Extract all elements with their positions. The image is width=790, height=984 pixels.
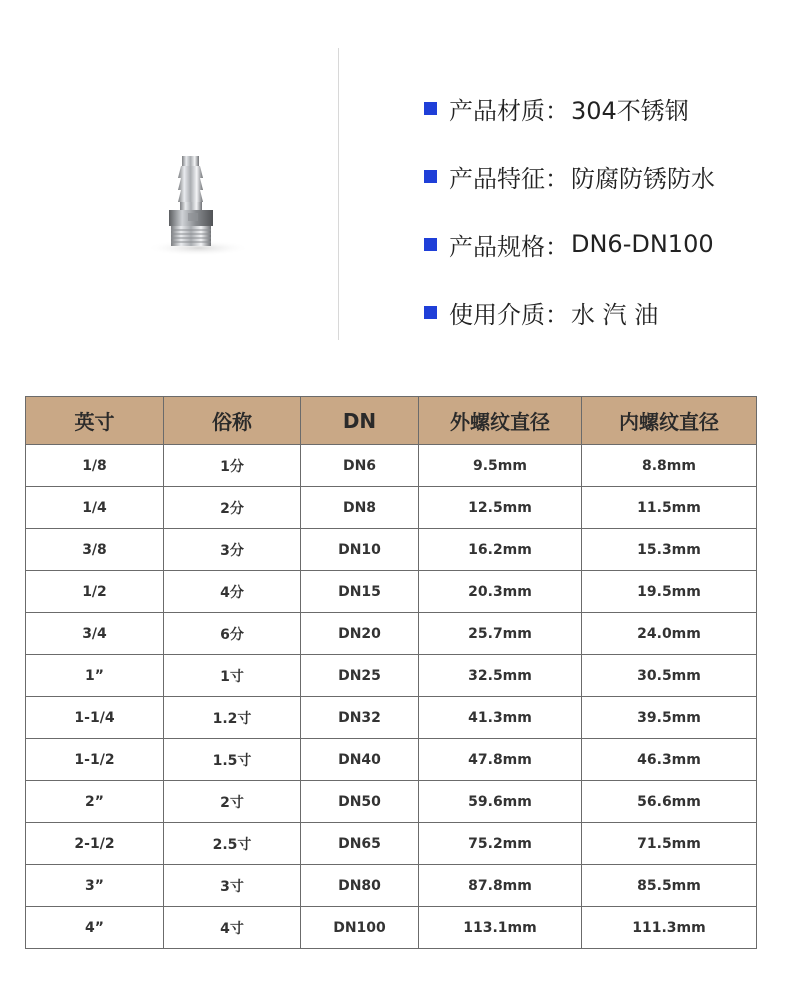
table-cell: 47.8mm	[419, 739, 582, 781]
table-cell: 111.3mm	[582, 907, 757, 949]
feature-value: 304不锈钢	[571, 96, 689, 125]
table-cell: DN25	[301, 655, 419, 697]
table-cell: 19.5mm	[582, 571, 757, 613]
column-header-inner-thread-diameter: 内螺纹直径	[582, 397, 757, 445]
table-cell: 3/4	[26, 613, 164, 655]
table-cell: DN32	[301, 697, 419, 739]
table-cell: DN6	[301, 445, 419, 487]
table-cell: 1/2	[26, 571, 164, 613]
table-cell: 1-1/4	[26, 697, 164, 739]
table-row	[26, 487, 757, 529]
size-spec-table	[25, 396, 757, 949]
table-cell: 75.2mm	[419, 823, 582, 865]
table-cell: DN80	[301, 865, 419, 907]
square-bullet-icon	[424, 102, 437, 115]
table-cell: 56.6mm	[582, 781, 757, 823]
table-cell: 59.6mm	[419, 781, 582, 823]
table-cell: 1.2寸	[164, 697, 301, 739]
table-cell: DN15	[301, 571, 419, 613]
table-cell: 113.1mm	[419, 907, 582, 949]
table-cell: 3寸	[164, 865, 301, 907]
table-cell: 71.5mm	[582, 823, 757, 865]
table-cell: 1分	[164, 445, 301, 487]
table-row	[26, 445, 757, 487]
table-cell: 1”	[26, 655, 164, 697]
table-row	[26, 697, 757, 739]
feature-label: 产品特征：	[449, 164, 569, 193]
table-cell: 12.5mm	[419, 487, 582, 529]
table-cell: 1寸	[164, 655, 301, 697]
feature-label: 使用介质：	[449, 300, 569, 329]
table-cell: 46.3mm	[582, 739, 757, 781]
feature-specification	[424, 210, 784, 278]
table-row	[26, 613, 757, 655]
table-cell: 16.2mm	[419, 529, 582, 571]
feature-label: 产品规格：	[449, 232, 569, 261]
table-cell: 3分	[164, 529, 301, 571]
table-cell: 4寸	[164, 907, 301, 949]
table-row	[26, 655, 757, 697]
square-bullet-icon	[424, 170, 437, 183]
hose-barb-fitting-image	[48, 48, 338, 340]
table-cell: 1-1/2	[26, 739, 164, 781]
table-row	[26, 865, 757, 907]
table-cell: DN100	[301, 907, 419, 949]
table-cell: 32.5mm	[419, 655, 582, 697]
table-cell: 20.3mm	[419, 571, 582, 613]
table-row	[26, 739, 757, 781]
feature-value: 水 汽 油	[571, 300, 659, 329]
feature-characteristics	[424, 142, 784, 210]
column-header-common-name: 俗称	[164, 397, 301, 445]
table-cell: 30.5mm	[582, 655, 757, 697]
table-cell: DN10	[301, 529, 419, 571]
table-row	[26, 781, 757, 823]
table-row	[26, 529, 757, 571]
table-cell: 11.5mm	[582, 487, 757, 529]
table-cell: 8.8mm	[582, 445, 757, 487]
feature-medium	[424, 278, 784, 346]
column-header-outer-thread-diameter: 外螺纹直径	[419, 397, 582, 445]
table-header-row	[26, 397, 757, 445]
square-bullet-icon	[424, 306, 437, 319]
table-cell: 39.5mm	[582, 697, 757, 739]
table-cell: 2”	[26, 781, 164, 823]
table-cell: 1.5寸	[164, 739, 301, 781]
table-row	[26, 823, 757, 865]
table-cell: DN8	[301, 487, 419, 529]
table-cell: 3”	[26, 865, 164, 907]
table-cell: 24.0mm	[582, 613, 757, 655]
table-cell: 41.3mm	[419, 697, 582, 739]
feature-label: 产品材质：	[449, 96, 569, 125]
table-cell: 2分	[164, 487, 301, 529]
table-cell: 2.5寸	[164, 823, 301, 865]
table-cell: 9.5mm	[419, 445, 582, 487]
table-cell: 4分	[164, 571, 301, 613]
table-cell: DN40	[301, 739, 419, 781]
table-cell: 87.8mm	[419, 865, 582, 907]
product-photo	[48, 48, 339, 340]
table-cell: 3/8	[26, 529, 164, 571]
table-cell: 4”	[26, 907, 164, 949]
table-cell: 2寸	[164, 781, 301, 823]
table-row	[26, 571, 757, 613]
table-row	[26, 907, 757, 949]
table-cell: 25.7mm	[419, 613, 582, 655]
column-header-inch: 英寸	[26, 397, 164, 445]
table-cell: DN20	[301, 613, 419, 655]
feature-material	[424, 74, 784, 142]
square-bullet-icon	[424, 238, 437, 251]
column-header-dn: DN	[301, 397, 419, 445]
table-cell: 1/4	[26, 487, 164, 529]
table-cell: 6分	[164, 613, 301, 655]
table-cell: DN65	[301, 823, 419, 865]
table-cell: 15.3mm	[582, 529, 757, 571]
feature-value: 防腐防锈防水	[571, 164, 715, 193]
feature-value: DN6-DN100	[571, 230, 714, 258]
table-cell: 85.5mm	[582, 865, 757, 907]
table-cell: DN50	[301, 781, 419, 823]
table-cell: 1/8	[26, 445, 164, 487]
feature-list	[424, 74, 784, 346]
table-cell: 2-1/2	[26, 823, 164, 865]
